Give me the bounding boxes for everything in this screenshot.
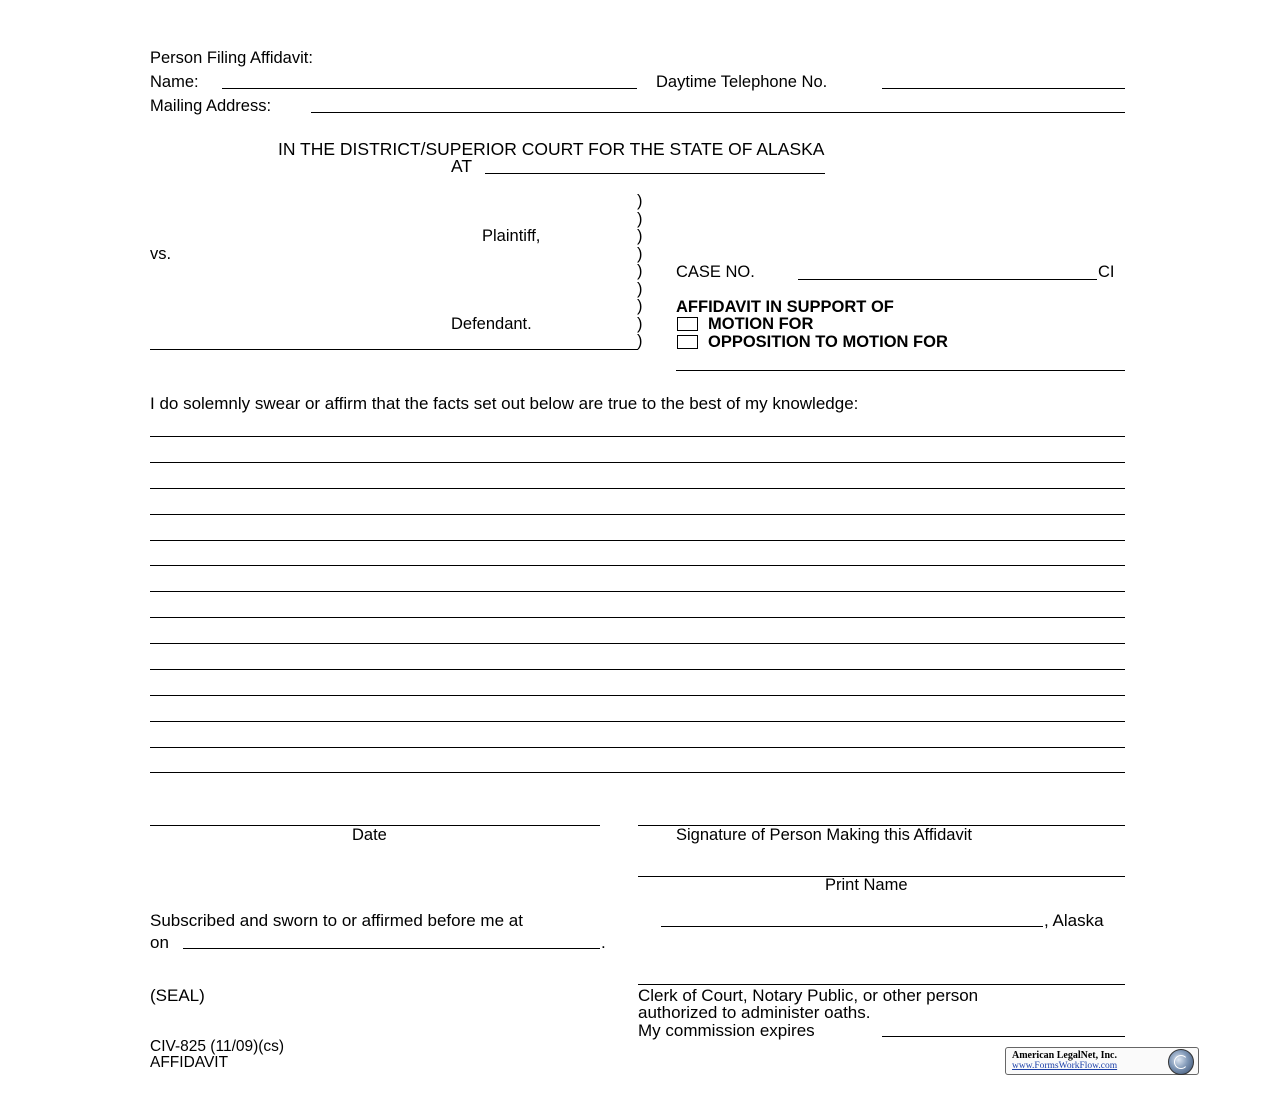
fact-line[interactable]: [150, 772, 1125, 773]
caption-parentheses: ) ) ) ) ) ) ) ) ): [637, 192, 643, 350]
court-location-field[interactable]: [485, 173, 825, 174]
alaska-label: , Alaska: [1044, 911, 1104, 930]
form-title: AFFIDAVIT: [150, 1054, 229, 1071]
address-field[interactable]: [311, 112, 1125, 113]
fact-line[interactable]: [150, 514, 1125, 515]
fact-line[interactable]: [150, 721, 1125, 722]
fact-line[interactable]: [150, 695, 1125, 696]
oath-statement: I do solemnly swear or affirm that the facts set out below are true to the best of my knowledge:: [150, 394, 859, 413]
fact-line[interactable]: [150, 617, 1125, 618]
fact-line[interactable]: [150, 462, 1125, 463]
form-number: CIV-825 (11/09)(cs): [150, 1038, 285, 1055]
fact-line[interactable]: [150, 591, 1125, 592]
logo-name: American LegalNet, Inc.: [1012, 1050, 1117, 1061]
defendant-label: Defendant.: [451, 315, 532, 333]
print-name-label: Print Name: [825, 876, 908, 894]
fact-line[interactable]: [150, 747, 1125, 748]
date-label: Date: [352, 826, 387, 844]
vs-label: vs.: [150, 245, 172, 263]
on-label: on: [150, 933, 169, 952]
affidavit-title: AFFIDAVIT IN SUPPORT OF: [676, 298, 894, 316]
caption-bottom-line: [150, 349, 638, 350]
fact-line[interactable]: [150, 643, 1125, 644]
fact-line[interactable]: [150, 488, 1125, 489]
sworn-date-field[interactable]: [183, 948, 600, 949]
fact-line[interactable]: [150, 669, 1125, 670]
motion-checkbox[interactable]: [677, 317, 698, 331]
motion-description-field[interactable]: [676, 370, 1125, 371]
phone-label: Daytime Telephone No.: [656, 73, 828, 91]
clerk-line-2: authorized to administer oaths.: [638, 1003, 871, 1022]
clerk-signature-field[interactable]: [638, 984, 1125, 985]
court-title: IN THE DISTRICT/SUPERIOR COURT FOR THE STATE OF ALASKA: [278, 139, 825, 159]
fact-line[interactable]: [150, 436, 1125, 437]
name-label: Name:: [150, 73, 199, 91]
commission-expires-field[interactable]: [882, 1036, 1125, 1037]
signature-label: Signature of Person Making this Affidavit: [676, 826, 972, 844]
fact-line[interactable]: [150, 540, 1125, 541]
person-filing-label: Person Filing Affidavit:: [150, 49, 313, 67]
globe-icon: [1168, 1049, 1194, 1075]
case-no-field[interactable]: [798, 279, 1097, 280]
opposition-option-label: OPPOSITION TO MOTION FOR: [708, 333, 948, 351]
sworn-location-field[interactable]: [661, 926, 1043, 927]
court-at-label: AT: [451, 156, 473, 176]
seal-label: (SEAL): [150, 986, 205, 1005]
case-no-label: CASE NO.: [676, 263, 755, 281]
commission-label: My commission expires: [638, 1021, 815, 1040]
opposition-checkbox[interactable]: [677, 335, 698, 349]
name-field[interactable]: [222, 88, 637, 89]
case-suffix: CI: [1098, 263, 1115, 281]
clerk-line-1: Clerk of Court, Notary Public, or other person: [638, 986, 979, 1005]
sworn-period: .: [601, 933, 606, 952]
plaintiff-label: Plaintiff,: [482, 227, 541, 245]
subscribed-text: Subscribed and sworn to or affirmed before me at: [150, 911, 523, 930]
phone-field[interactable]: [882, 88, 1125, 89]
address-label: Mailing Address:: [150, 97, 272, 115]
logo-url[interactable]: www.FormsWorkFlow.com: [1012, 1061, 1118, 1071]
fact-line[interactable]: [150, 565, 1125, 566]
motion-option-label: MOTION FOR: [708, 315, 814, 333]
legalnet-logo[interactable]: [1005, 1047, 1199, 1075]
